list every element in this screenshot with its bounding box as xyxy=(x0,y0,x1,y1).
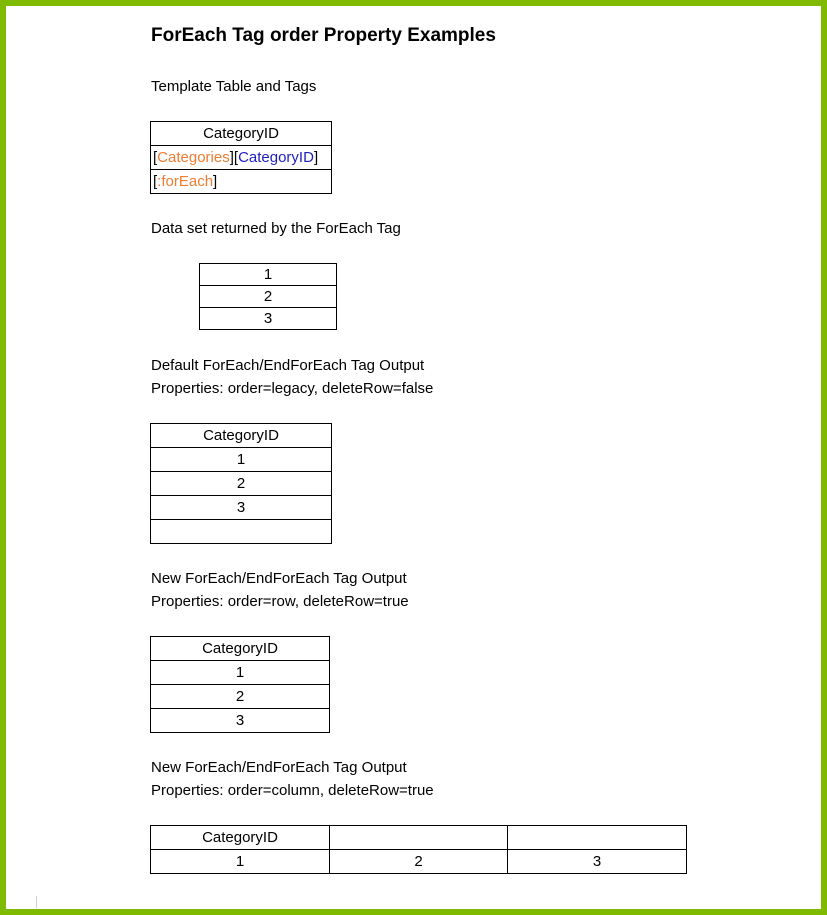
default-empty-cell xyxy=(151,520,332,544)
bracket: ] xyxy=(213,173,218,190)
template-heading: Template Table and Tags xyxy=(151,78,317,95)
row-order-value-cell: 1 xyxy=(151,661,330,685)
default-header-cell: CategoryID xyxy=(151,424,332,448)
row-order-value-cell: 3 xyxy=(151,709,330,733)
column-order-heading-line1: New ForEach/EndForEach Tag Output xyxy=(151,759,407,776)
bracket: [ xyxy=(153,149,158,166)
column-order-heading-line2: Properties: order=column, deleteRow=true xyxy=(151,782,434,799)
row-order-heading-line2: Properties: order=row, deleteRow=true xyxy=(151,593,409,610)
bracket: [ xyxy=(153,173,158,190)
page-title: ForEach Tag order Property Examples xyxy=(151,25,496,46)
margin-marker xyxy=(36,896,37,908)
categoryid-tag: CategoryID xyxy=(238,149,314,166)
dataset-table xyxy=(199,263,337,330)
row-order-heading-line1: New ForEach/EndForEach Tag Output xyxy=(151,570,407,587)
default-value-cell: 2 xyxy=(151,472,332,496)
default-output-table xyxy=(150,423,332,544)
dataset-cell: 3 xyxy=(200,308,337,330)
dataset-heading: Data set returned by the ForEach Tag xyxy=(151,220,401,237)
bracket: ][ xyxy=(229,149,239,166)
dataset-cell: 2 xyxy=(200,286,337,308)
default-value-cell: 3 xyxy=(151,496,332,520)
column-order-heading xyxy=(151,756,434,802)
column-order-value-cell: 2 xyxy=(330,850,508,874)
column-order-table xyxy=(150,825,687,874)
column-order-header-cell: CategoryID xyxy=(151,826,330,850)
column-order-value-cell: 1 xyxy=(151,850,330,874)
dataset-cell: 1 xyxy=(200,264,337,286)
default-value-cell: 1 xyxy=(151,448,332,472)
row-order-value-cell: 2 xyxy=(151,685,330,709)
default-heading-line1: Default ForEach/EndForEach Tag Output xyxy=(151,357,425,374)
bracket: ] xyxy=(313,149,319,166)
default-heading xyxy=(151,354,433,400)
row-order-header-cell: CategoryID xyxy=(151,637,330,661)
row-order-table xyxy=(150,636,330,733)
column-order-value-cell: 3 xyxy=(508,850,687,874)
template-header-cell: CategoryID xyxy=(151,122,332,146)
foreach-tag: :forEach xyxy=(157,173,214,190)
categories-tag: Categories xyxy=(157,149,230,166)
template-table xyxy=(150,121,332,194)
template-tag-row xyxy=(151,146,332,170)
template-foreach-row xyxy=(151,170,332,194)
default-heading-line2: Properties: order=legacy, deleteRow=false xyxy=(151,380,434,397)
column-order-header-cell xyxy=(330,826,508,850)
column-order-header-cell xyxy=(508,826,687,850)
row-order-heading xyxy=(151,567,409,613)
